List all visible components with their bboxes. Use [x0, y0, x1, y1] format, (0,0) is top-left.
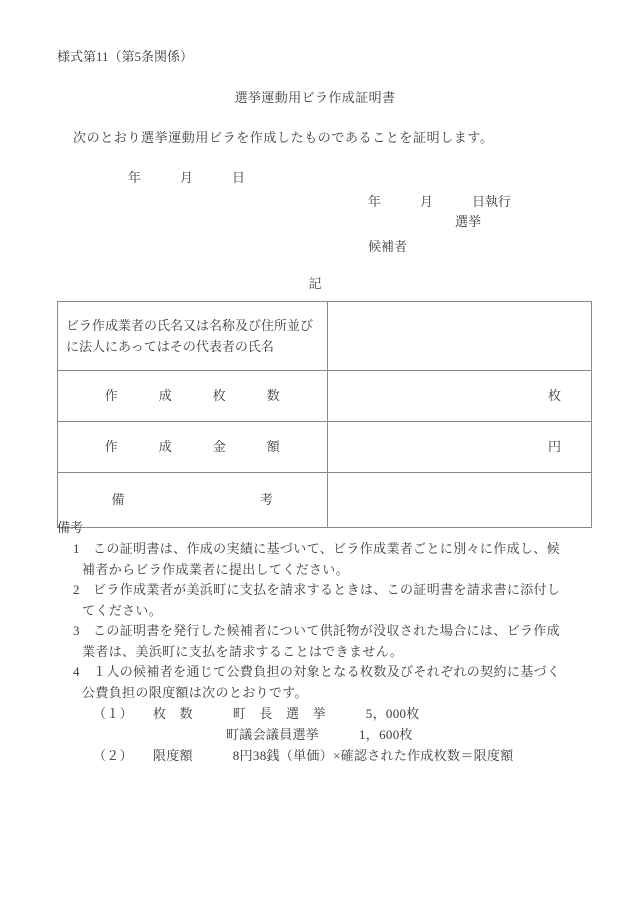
note-item: [57, 580, 597, 621]
candidate-name-line: 候補者: [368, 239, 408, 254]
signature-block: [368, 192, 511, 257]
page-title: 選挙運動用ビラ作成証明書: [234, 90, 396, 105]
note-text: [82, 582, 597, 621]
table-cell-label-producer: ビラ作成業者の氏名又は名称及び住所並びに法人にあってはその代表者の氏名: [58, 302, 328, 371]
table-cell-value-amount[interactable]: 円: [328, 422, 592, 473]
sub-item-limit-amount: （２） 限度額 8円38銭（単価）×確認された作成枚数＝限度額: [93, 747, 514, 763]
note-item: [57, 662, 597, 703]
note-number: 1: [73, 541, 80, 557]
table-row: [58, 422, 592, 473]
note-sub-list: [57, 704, 597, 766]
note-number: 2: [73, 582, 80, 598]
note-number: 3: [73, 623, 80, 639]
table-row: [58, 302, 592, 371]
note-line: 補者からビラ作成業者に提出してください。: [82, 561, 350, 577]
note-line: てください。: [82, 602, 163, 618]
note-line: この証明書は、作成の実績に基づいて、ビラ作成業者ごとに別々に作成し、候: [93, 541, 560, 557]
note-line: この証明書を発行した候補者について供託物が没収された場合には、ビラ作成: [93, 623, 560, 639]
sub-item-quantity-council: 町議会議員選挙 1，600枚: [93, 727, 413, 743]
notes-heading: 備考: [57, 520, 84, 535]
election-name-line: 選挙: [455, 213, 482, 229]
table-cell-label-quantity: 作 成 枚 数: [58, 371, 328, 422]
note-line: 業者は、美浜町に支払を請求することはできません。: [82, 643, 404, 659]
note-text: [82, 541, 597, 580]
note-item: [57, 621, 597, 662]
sub-item-quantity-mayor: （１） 枚 数 町 長 選 挙 5，000枚: [93, 706, 420, 722]
note-line: 公費負担の限度額は次のとおりです。: [82, 684, 308, 700]
intro-sentence: 次のとおり選挙運動用ビラを作成したものであることを証明します。: [73, 130, 494, 145]
note-item: [57, 539, 597, 580]
note-line: １人の候補者を通じて公費負担の対象となる枚数及びそれぞれの契約に基づく: [93, 664, 561, 680]
table-cell-value-quantity[interactable]: 枚: [328, 371, 592, 422]
table-cell-label-amount: 作 成 金 額: [58, 422, 328, 473]
note-text: [82, 664, 597, 703]
certificate-table: [57, 301, 592, 528]
note-text: [82, 623, 597, 662]
note-line: ビラ作成業者が美浜町に支払を請求するときは、この証明書を請求書に添付し: [93, 582, 561, 598]
election-date-line: 年 月 日執行: [368, 194, 512, 209]
issue-date-line: 年 月 日: [128, 170, 246, 185]
table-cell-label-remarks: 備 考: [58, 473, 328, 528]
table-row: [58, 371, 592, 422]
ki-marker: 記: [308, 276, 322, 291]
table-cell-value-producer[interactable]: [328, 302, 592, 371]
notes-section: [57, 518, 597, 767]
form-number: 様式第11（第5条関係）: [57, 49, 194, 64]
note-number: 4: [73, 664, 80, 680]
